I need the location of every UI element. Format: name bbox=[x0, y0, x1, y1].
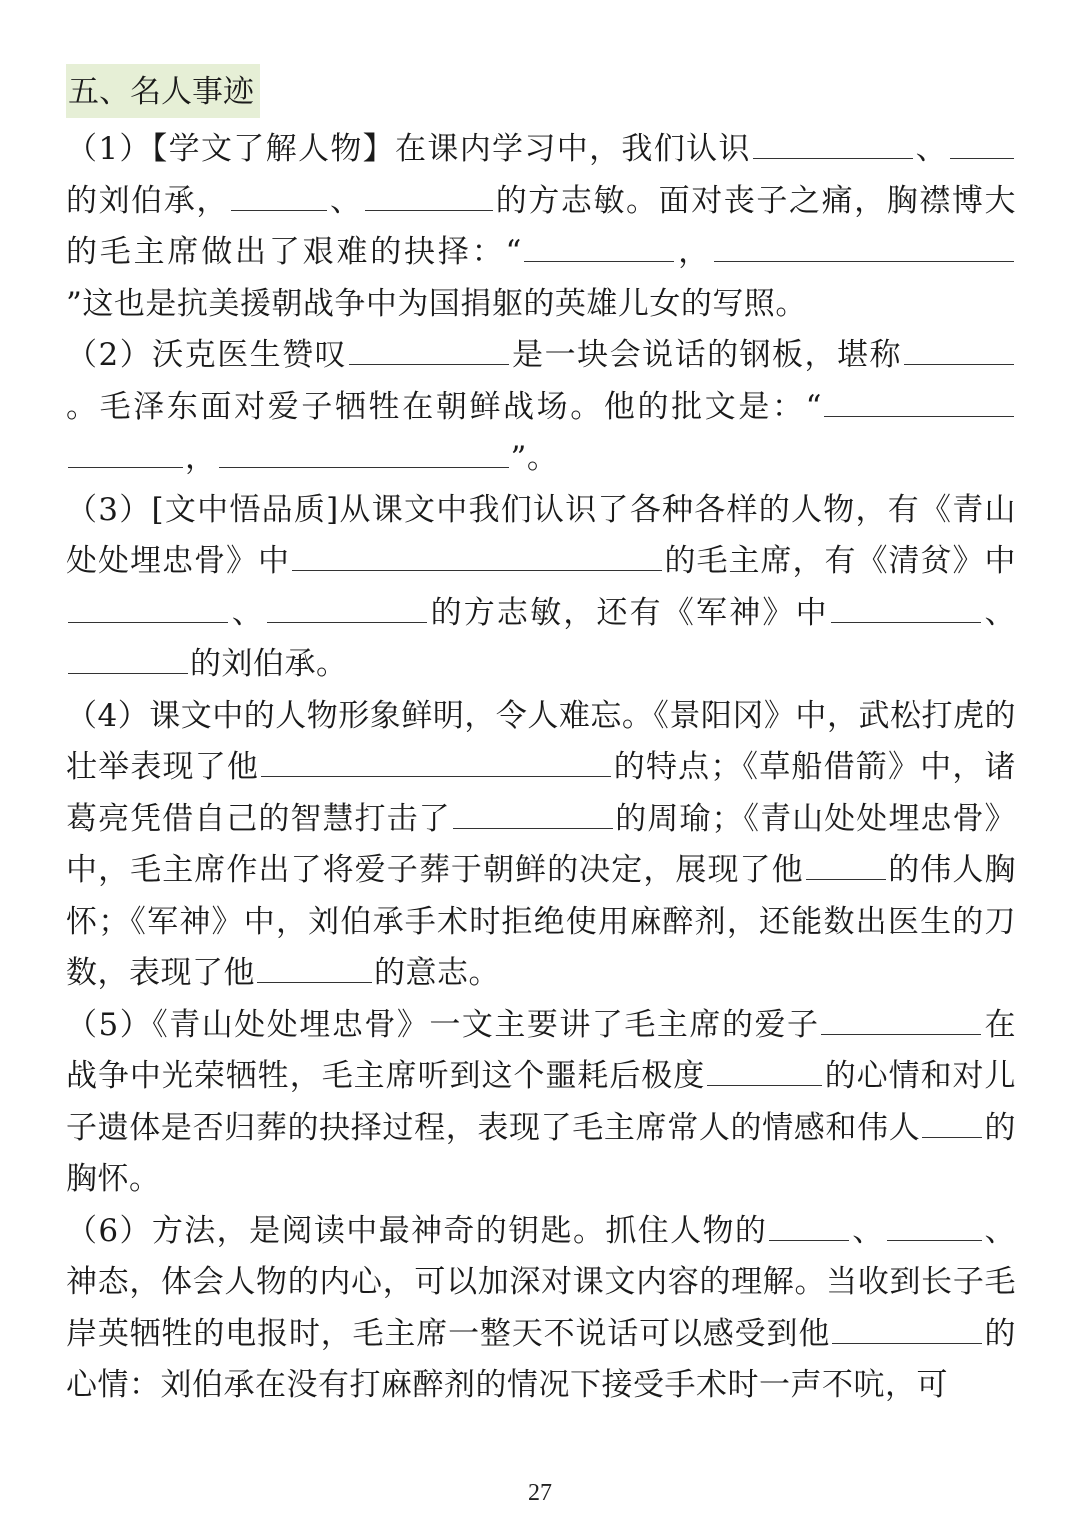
question-text: 、 bbox=[328, 182, 363, 219]
question-text: （1）【学文了解人物】在课内学习中，我们认识 bbox=[66, 131, 751, 167]
answer-blank[interactable] bbox=[524, 233, 674, 262]
question-text: 的毛主席，有《清贫》中 bbox=[664, 543, 1016, 579]
question-text: 的刘伯承， bbox=[66, 182, 229, 219]
question-text: 在战争中光荣牺牲，毛主席听到这个噩耗后极度 bbox=[66, 1006, 1016, 1094]
question-text: 的特点；《草船借箭》中，诸葛亮凭借自己的智慧打击了 bbox=[66, 749, 1017, 837]
answer-blank[interactable] bbox=[219, 439, 509, 468]
answer-blank[interactable] bbox=[922, 1109, 982, 1138]
answer-blank[interactable] bbox=[261, 748, 611, 777]
question-text: ， bbox=[185, 440, 217, 476]
page-number: 27 bbox=[528, 1480, 552, 1506]
question-text: 的意志。 bbox=[374, 955, 500, 991]
question-text: 、 bbox=[230, 594, 265, 631]
answer-blank[interactable] bbox=[267, 594, 427, 623]
question-text: 的心情：刘伯承在没有打麻醉剂的情况下接受手术时一声不吭，可 bbox=[66, 1315, 1017, 1403]
answer-blank[interactable] bbox=[707, 1057, 822, 1086]
question-text: 。毛泽东面对爱子牺牲在朝鲜战场。他的批文是：“ bbox=[66, 388, 822, 425]
question-text: （2）沃克医生赞叹 bbox=[66, 337, 348, 373]
answer-blank[interactable] bbox=[769, 1212, 849, 1241]
answer-blank[interactable] bbox=[257, 954, 372, 983]
question-1 bbox=[66, 124, 1016, 330]
question-text: 、 bbox=[982, 594, 1016, 631]
question-text: （4）课文中的人物形象鲜明，令人难忘。《景阳冈》中，武松打虎的壮举表现了他 bbox=[66, 697, 1016, 785]
question-text: ”这也是抗美援朝战争中为国捐躯的英雄儿女的写照。 bbox=[66, 285, 807, 322]
answer-blank[interactable] bbox=[904, 336, 1014, 365]
answer-blank[interactable] bbox=[806, 851, 886, 880]
question-4 bbox=[66, 691, 1016, 1000]
question-list bbox=[66, 124, 1016, 1412]
question-text: 的刘伯承。 bbox=[190, 646, 348, 682]
section-heading: 五、名人事迹 bbox=[66, 64, 260, 118]
answer-blank[interactable] bbox=[832, 1315, 982, 1344]
answer-blank[interactable] bbox=[887, 1212, 982, 1241]
question-text: 、 bbox=[914, 131, 949, 167]
worksheet-page bbox=[66, 64, 1016, 1412]
question-text: 的心情和对儿子遗体是否归葬的抉择过程，表现了毛主席常人的情感和伟人 bbox=[66, 1058, 1017, 1146]
answer-blank[interactable] bbox=[753, 130, 913, 159]
question-text: 的伟人胸怀；《军神》中，刘伯承手术时拒绝使用麻醉剂，还能数出医生的刀数，表现了他 bbox=[66, 852, 1016, 991]
question-text: 的方志敏。面对丧子之痛，胸襟博大的毛主席做出了艰难的抉择：“ bbox=[66, 182, 1017, 270]
answer-blank[interactable] bbox=[950, 130, 1014, 159]
question-2 bbox=[66, 330, 1016, 485]
answer-blank[interactable] bbox=[292, 542, 662, 571]
question-3 bbox=[66, 485, 1016, 691]
question-text: 、 bbox=[851, 1212, 885, 1249]
question-text: 的胸怀。 bbox=[66, 1109, 1017, 1197]
question-text: ”。 bbox=[510, 440, 559, 476]
answer-blank[interactable] bbox=[365, 182, 493, 211]
answer-blank[interactable] bbox=[68, 594, 228, 623]
question-5 bbox=[66, 1000, 1016, 1206]
answer-blank[interactable] bbox=[231, 182, 327, 211]
answer-blank[interactable] bbox=[821, 1006, 981, 1035]
question-text: （5）《青山处处埋忠骨》一文主要讲了毛主席的爱子 bbox=[66, 1006, 820, 1043]
answer-blank[interactable] bbox=[349, 336, 509, 365]
answer-blank[interactable] bbox=[453, 800, 613, 829]
question-text: 是一块会说话的钢板，堪称 bbox=[511, 337, 903, 373]
question-text: 的方志敏，还有《军神》中 bbox=[428, 594, 829, 631]
answer-blank[interactable] bbox=[831, 594, 981, 623]
question-text: （6）方法，是阅读中最神奇的钥匙。抓住人物的 bbox=[66, 1212, 768, 1249]
question-text: 、神态，体会人物的内心，可以加深对课文内容的理解。当收到长子毛岸英牺牲的电报时，毛主席一整天不说话可以感受到他 bbox=[66, 1212, 1016, 1352]
question-text: ， bbox=[675, 234, 712, 270]
answer-blank[interactable] bbox=[714, 233, 1014, 262]
question-6 bbox=[66, 1206, 1016, 1412]
answer-blank[interactable] bbox=[68, 645, 188, 674]
question-text: （3）[文中悟品质]从课文中我们认识了各种各样的人物，有《青山处处埋忠骨》中 bbox=[66, 491, 1016, 579]
question-text: 的周瑜；《青山处处埋忠骨》中，毛主席作出了将爱子葬于朝鲜的决定，展现了他 bbox=[66, 800, 1016, 888]
answer-blank[interactable] bbox=[68, 439, 183, 468]
answer-blank[interactable] bbox=[824, 388, 1014, 417]
